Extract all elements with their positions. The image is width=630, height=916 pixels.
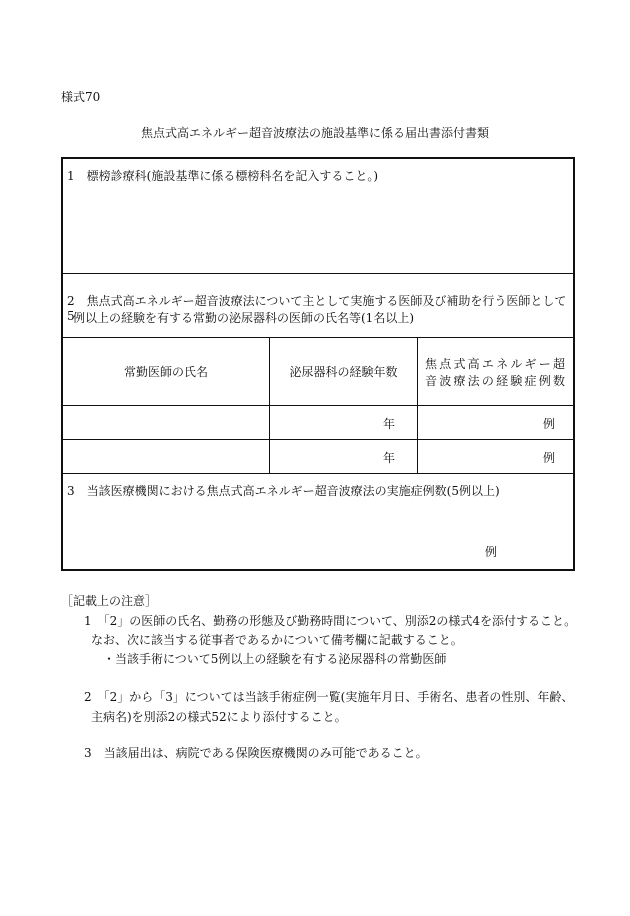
note-1-line1: 1 「2」の医師の氏名、勤務の形態及び勤務時間について、別添2の様式4を添付すること。 — [84, 614, 577, 628]
column-header-hifu-cases — [425, 355, 565, 389]
notes-heading: ［記載上の注意］ — [61, 594, 158, 608]
section2-label-line1: 2 焦点式高エネルギー超音波療法について主として実施する医師及び補助を行う医師として5 — [67, 294, 567, 323]
table-row — [63, 440, 573, 473]
doctor-name-input[interactable] — [63, 440, 269, 473]
section2-label-line2: 例以上の経験を有する常勤の泌尿器科の医師の氏名等(1名以上) — [73, 311, 415, 325]
doctor-name-input[interactable] — [63, 406, 269, 439]
note-3: 3 当該届出は、病院である保険医療機関のみ可能であること。 — [84, 746, 428, 760]
form-table — [61, 157, 575, 571]
note-1-line2: なお、次に該当する従事者であるかについて備考欄に記載すること。 — [91, 633, 463, 647]
table-row — [63, 406, 573, 439]
section1-input[interactable] — [63, 179, 573, 273]
note-1-bullet: ・当該手術について5例以上の経験を有する泌尿器科の常勤医師 — [103, 652, 447, 666]
document-title: 焦点式高エネルギー超音波療法の施設基準に係る届出書添付書類 — [140, 126, 489, 140]
note-2-line1: 2 「2」から「3」については当該手術症例一覧(実施年月日、手術名、患者の性別、年齢、 — [84, 690, 574, 704]
section3-unit: 例 — [485, 545, 498, 559]
years-unit: 年 — [383, 417, 396, 431]
column-header-doctor-name: 常勤医師の氏名 — [123, 365, 208, 379]
years-unit: 年 — [383, 451, 396, 465]
note-2-line2: 主病名)を別添2の様式52により添付すること。 — [91, 710, 347, 724]
section1-label: 1 標榜診療科(施設基準に係る標榜科名を記入すること。) — [67, 169, 379, 183]
column-header-line1: 焦点式高エネルギー超 — [425, 357, 565, 371]
column-header-urology-years: 泌尿器科の経験年数 — [289, 365, 398, 379]
cases-unit: 例 — [543, 417, 556, 431]
column-header-line2: 音波療法の経験症例数 — [425, 374, 565, 388]
form-number: 様式70 — [61, 90, 101, 104]
section3-label: 3 当該医療機関における焦点式高エネルギー超音波療法の実施症例数(5例以上) — [67, 484, 500, 498]
cases-unit: 例 — [543, 451, 556, 465]
